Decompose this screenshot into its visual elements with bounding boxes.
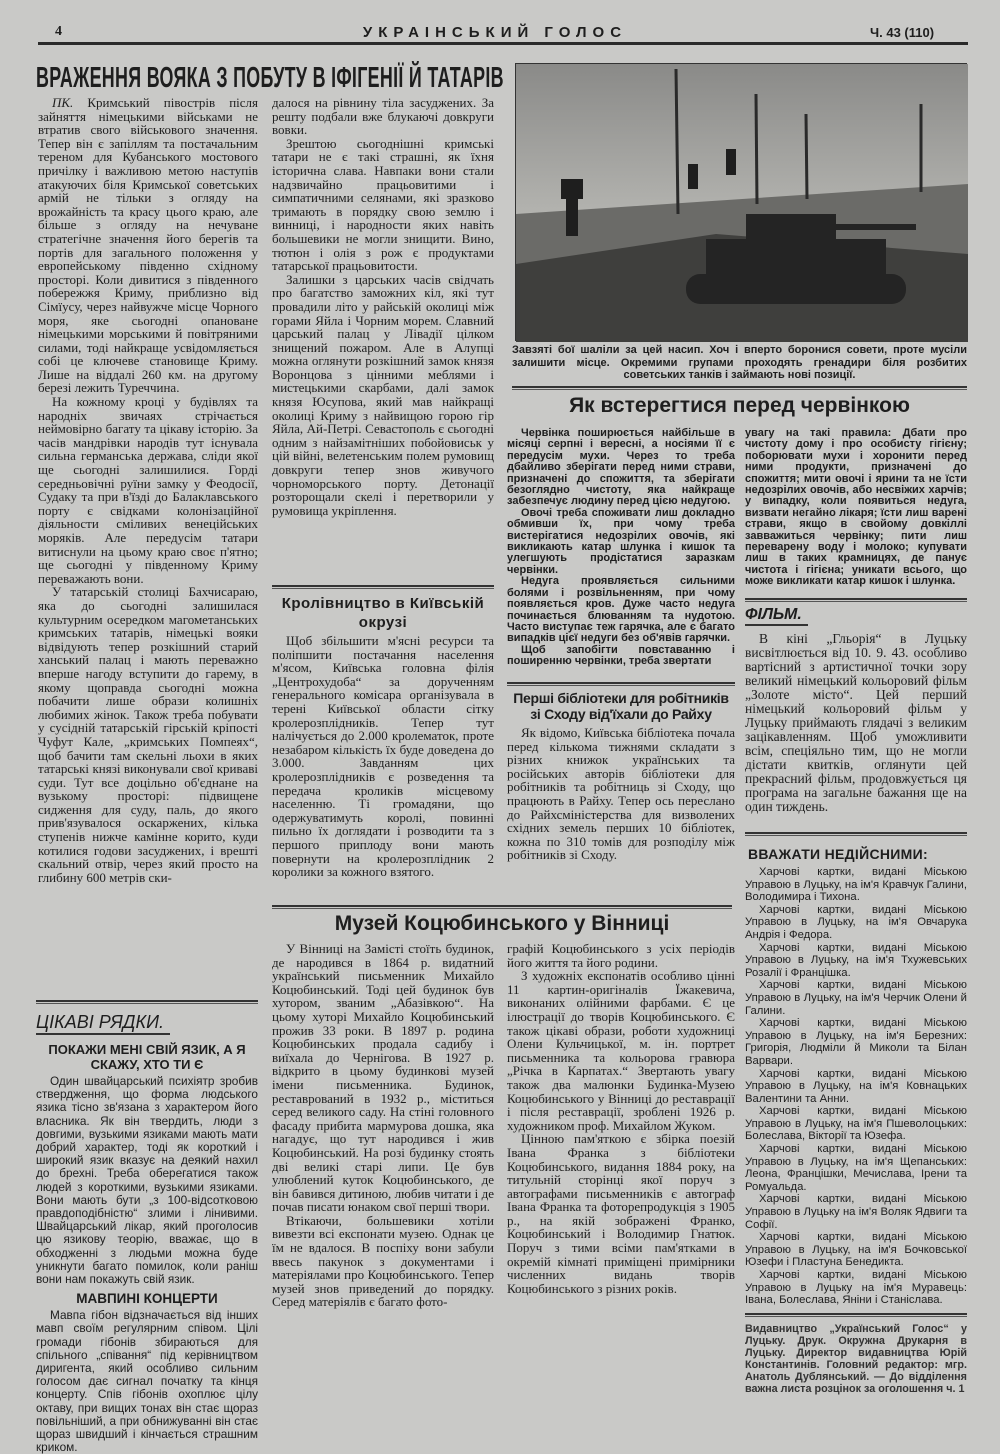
crimea-paragraph: На кожному кроці у будівлях та народніх звичаях стрічається неймовірно багату та цікаву історію. За часів мандрівки народів тут існувала сильна германська держава, сліди якої ще сьогодні залишилися. Горді середньовічні руїни замку у Феодосії, Судаку та при в'їзді до Балаклавського порту є свідками колонізаційної діяльности сміливих венеційських моряків. Але передусім татари витиснули на цьому краю своє п'ятно; ще сьогодні у південному Криму переважають вони.: [38, 394, 258, 586]
invalid-card-item: Харчові картки, видані Міською Управою в Луцьку, на ім'я Пшеволоцьких: Болеслава, Вікторії та Юзефа.: [745, 1105, 967, 1143]
invalid-cards-block: [745, 845, 967, 1395]
museum-paragraph: У Вінниці на Замісті стоїть будинок, де народився в 1864 р. видатний український письменник Михайло Коцюбинський. Тоді цей будинок був хутором, званим „Абазівкою“. На цьому хуторі Михайло Коцюбинський прожив 33 роки. В 1897 р. родина Коцюбинських продала садибу і виїхала до Чернігова. В 1927 р. відкрито в цьому будинкові музей імени письменника. Будинок, реставрований в 1932 р., міститься серед великого саду. На стіні головного фасаду прибита мармурова дошка, яка нагадує, що тут народився і жив Коцюбинський. На розі будинку стоять дві великі старі липи. Це був улюблений куток Коцюбинського, де він бавився дитиною, любив читати і де почав писати юнаком свої перші твори.: [272, 941, 494, 1215]
curious-item-text: Один швайцарський психіятр зробив ствердження, що форма людського язика тісно зв'язана з характером його власника. Як він твердить, люди з довгими, вузькими язиками мають мати добрий характер, тоді як короткий і широкий язик вказує на деякий нахил до брехні. Треба оберегатися також людей з короткими, вузькими язиками. Вони мають бути „з 100-відсотковою правдоподібністю“ злими і лінивими. Швайцарський лікар, який проголосив цю язикову теорію, вважає, що в обходженні з людьми можна буде уникнути багато помилок, коли раніш вони нам покажуть свій язик.: [36, 1074, 258, 1287]
curious-item-text: Мавпа гібон відзначається від інших мавп своїм регулярним співом. Цілі громади гібонів збираються для спільного „співання“ під керівництвом диригента, який особливо сильним голосом дає сигнал початку та кінця концерту. Спів гібонів охоплює цілу октаву, при вищих тонах він стає щораз повільніший, а при обнижуванні він стає щораз швидший і кінчається страшним криком.: [36, 1308, 258, 1454]
divider: [272, 585, 494, 589]
invalid-card-item: Харчові картки, видані Міською Управою в Луцьку на ім'я Муравець: Івана, Болеслава, Яніни і Станіслава.: [745, 1269, 967, 1307]
dysentery-col1: [507, 428, 735, 680]
invalid-card-item: Харчові картки, видані Міською Управою в Луцьку, на ім'я Ковнацьких Валентини та Анни.: [745, 1067, 967, 1105]
crimea-col2: [272, 96, 494, 566]
dysentery-title: Як встерегтися перед червінкою: [569, 393, 910, 417]
dysentery-col2: [745, 428, 967, 596]
invalid-card-item: Харчові картки, видані Міською Управою в Луцьку, на ім'я Черчик Олени й Галини.: [745, 979, 967, 1017]
divider: [745, 832, 967, 836]
invalid-card-item: Харчові картки, видані Міською Управою в Луцьку, на ім'я Бочковської Юзефи і Пластуна Бенедикта.: [745, 1231, 967, 1269]
header-rule: [38, 42, 968, 45]
dysentery-paragraph: Червінка поширюється найбільше в місяці серпні і вересні, а носіями її є передусім мухи. Через то треба дбайливо зберігати перед ними страви, призначені до спожиття, та зберігати безоглядно чистоту, яка найкраще забезпечує людину перед цією недугою.: [507, 427, 735, 508]
divider: [272, 905, 732, 909]
museum-paragraph: Цінною пам'яткою є збірка поезій Івана Франка з бібліотеки Коцюбинського, видання 1884 року, на титульній сторінці якої поруч з автографами письменників є автограф Івана Франка та фоторепродукція з 1905 р., на якій зображені Франко, Коцюбинський і Володимир Гнатюк. Поруч з тими всіми пам'ятками в окремій кімнаті приміщені примірники численних видань творів Коцюбинського з різних років.: [507, 1131, 735, 1296]
museum-paragraph: Втікаючи, большевики хотіли вивезти всі експонати музею. Однак це їм не вдалося. В поспіху вони забули ввесь пакунок з документами і матеріялами про Коцюбинського. Тепер музей знов приведений до порядку. Серед матеріялів є багато фото-: [272, 1212, 494, 1310]
crimea-paragraph: далося на рівнину тіла засуджених. За решту подбали вже блукаючі довкруги вовки.: [272, 95, 494, 138]
crimea-paragraph: Залишки з царських часів свідчать про багатство заможних кіл, які тут провадили літо у райській околиці між горами Яйла і Чорним морем. Славний царський палац у Лівадії цілком знищений пожаром. Але в Алупці можна оглянути розкішний замок князя Воронцова з цінними меблями і мистецькими скарбами, далі замок князя Юсупова, який мав найкращі околиці Криму з найвищою горою гір Яйла, Ай-Петрі. Севастополь є сьогодні одним з найзамітніших побойовиськ у цій війні, велетенським полем румовищ довкруги тепер знов живучого чорноморського порту. Детонації розторощали скелі і перетворили у румовища укріплення.: [272, 271, 494, 518]
battlefield-photo-illustration: [516, 64, 968, 342]
libraries-text: [507, 726, 735, 862]
curious-section-header: [36, 1012, 170, 1035]
crimea-lead: ПК.: [52, 95, 74, 110]
rabbits-text: [272, 634, 494, 904]
invalid-card-item: Харчові картки, видані Міською Управою в Луцьку, на ім'я Тхужевських Розалії і Францішка.: [745, 941, 967, 979]
museum-paragraph: графій Коцюбинського з усіх періодів його життя та його родини.: [507, 941, 735, 970]
page-number: 4: [55, 24, 62, 39]
crimea-col1: [38, 96, 258, 994]
crimea-paragraph: Кримський півострів після зайняття німецькими військами не втратив свого військового значення. Тепер він є запіллям та постачальним тереном для Кубанського мостового причілку і важливою метою наступів атакуючих біля Кримської советських армій не тільки з огляду на врожайність та красу цього краю, але більше з огляду на нечуване стратегічне значення його берегів та портів для загального положення у европейському південно східному просторі. Коли дивитися з південного побережжя Криму, приблизно від Сімїусу, через найвужче місце Чорного моря, яке сьогодні опановане німецькими морськими й повітряними силами, тоді найкраще усвідомляється собі це ключеве становище Криму. Лише на віддалі 260 км. на другому березі лежить Туреччина.: [38, 95, 258, 396]
museum-paragraph: З художніх експонатів особливо цінні 11 картин-оригіналів Їжакевича, виконаних олійними фарбами. Є це ілюстрації до творів Коцюбинського. Є також цікаві образи, роботи художниці Олени Кульчицької, м. ін. портрет письменника та кольорова гравюра „Річка в Карпатах.“ Звертають увагу також два малюнки Будинка-Музею Коцюбинського у Вінниці до реставрації і після реставрації, зроблені 1926 р. художником проф. Михайлом Жуком.: [507, 968, 735, 1133]
dysentery-paragraph: Недуга проявляється сильними болями і розвільненням, при чому появляється кров. Дуже часто недуга починається блюванням та нудотою. Часто виступає теж гарячка, але є багато випадків цієї недуги без об'явів гарячки.: [507, 575, 735, 645]
photo-caption: Завзяті бої шаліли за цей насип. Хоч і вперто боронися совети, проте мусіли залишити місце. Окремими групами проходять гренадири біля розбитих советських танків і займають нові позиції.: [512, 344, 967, 382]
film-section-header: [745, 606, 808, 626]
divider: [36, 1000, 258, 1004]
dysentery-paragraph: увагу на такі правила: Дбати про чистоту дому і про особисту гігієну; поборювати мухи і хоронити перед ними продукти, призначені до спожиття; мити овочі і ярини та не їсти недозрілих овочів, або несвіжих харчів; у випадку, коли появиться недуга, визвати негайно лікаря; їсти лиш варені страви, якщо в свойому довкіллі завважиться червінку; пити лиш переварену воду і молоко; купувати лиш в таких крамницях, де панує чистота і гігієна; уникати всього, що може викликати катар кишок і шлунка.: [745, 427, 967, 588]
invalid-cards-title: ВВАЖАТИ НЕДІЙСНИМИ:: [748, 846, 928, 862]
rabbits-paragraph: Щоб збільшити м'ясні ресурси та поліпшити постачання населення м'ясом, Київська головна філія „Центрохудоба“ за дорученням генерального комісара організувала в терені Київської области сітку кролерозплідників. Тепер тут налічується до 2.000 кролематок, проте незабаром кількість їх буде доведена до 3.000. Завданням цих кролерозплідників є розведення та передача кроликів місцевому населенню. Ті громадяни, що одержуватимуть королі, повинні пильно їх доглядати і розводити та з першого приплоду вони мають повернути на кролерозплідник 2 королики за кожного взятого.: [272, 633, 494, 880]
crimea-paragraph: Зрештою сьогоднішні кримські татари не є такі страшні, як їхня історична слава. Навпаки вони стали надзвичайно працьовитими і симпатичними селянами, які зразково тримають в порядку свою землю і винниці, і народности яких навіть большевики не могли знищити. Вино, тютюн і олія з рож є продуктами татарської працьовитости.: [272, 135, 494, 274]
film-paragraph: В кіні „Гльорія“ в Луцьку висвітлюється від 10. 9. 43. особливо вартісний з артистичної точки зору великий німецький кольоровий фільм „Золоте місто“. Цей перший німецький кольоровий фільм у Луцьку приймають глядачі з великим зацікавленням. Щоб уможливити всім, спеціяльно тим, що не могли дістати квитків, оглянути цей прекрасний фільм, продовжується ця програма на загальне бажання ще на один тиждень.: [745, 631, 967, 814]
curious-item-title: ПОКАЖИ МЕНІ СВІЙ ЯЗИК, А Я СКАЖУ, ХТО ТИ Є: [48, 1042, 246, 1072]
crimea-headline: ВРАЖЕННЯ ВОЯКА З ПОБУТУ В ІФІГЕНІЇ Й ТАТАРІВ: [36, 62, 504, 94]
issue-number: Ч. 43 (110): [870, 25, 935, 40]
divider: [745, 1313, 967, 1317]
divider: [745, 598, 967, 602]
crimea-paragraph: У татарській столиці Бахчисараю, яка до сьогодні залишилася культурним осередком магометанських кримських татарів, німецькі вояки відвідують тепер розкішний старий ханський палац і мають переважно вперше нагоду вступити до гарему, в якому щоправда сьогодні можна побачити лише образи колишніх любимих жінок. Також треба побувати у сусідній татарській гірській кріпості Чуфут Кале, „кримських Помпеях“, щоб бачити там скельні льохи в яких татарські князі виконували свої криваві суди. Тут все доцільно об'єднане на вузькому просторі: підвищене сидження для суду, паль, до якого прив'язувалося оскаржених, кілька ступенів нижче камінне корито, куди котилися годови засуджених, і врешті скальний отвір, через який просто на глибину 600 метрів ски-: [38, 584, 258, 885]
curious-column: [36, 1038, 258, 1454]
news-photo: [515, 63, 967, 341]
invalid-card-item: Харчові картки, видані Міською Управою в Луцьку на ім'я Воляк Ядвиги та Софії.: [745, 1193, 967, 1231]
divider: [512, 386, 967, 390]
curious-item-title: МАВПИНІ КОНЦЕРТИ: [76, 1291, 218, 1307]
divider: [507, 682, 735, 686]
libraries-block: [507, 682, 735, 902]
film-section-title: ФІЛЬМ.: [745, 606, 808, 626]
invalid-card-item: Харчові картки, видані Міською Управою в Луцьку, на ім'я Березних: Григорія, Людміли й Миколи та Білан Варвари.: [745, 1017, 967, 1067]
museum-col2: [507, 942, 735, 1402]
newspaper-title: УКРАІНСЬКИЙ ГОЛОС: [362, 24, 628, 41]
curious-section-title: ЦІКАВІ РЯДКИ.: [36, 1012, 170, 1035]
dysentery-paragraph: Овочі треба споживати лиш докладно обмивши їх, при чому треба вистерігатися недозрілих овочів, які викликають катар шлунка і кишок та улегшують продістатися заразкам червінки.: [507, 506, 735, 576]
dysentery-paragraph: Щоб запобігти повставанню і поширенню червінки, треба звертати: [507, 643, 735, 668]
libraries-title: Перші бібліотеки для робітників зі Сходу від'їхали до Райху: [513, 690, 729, 722]
caption-and-title-block: [512, 344, 967, 418]
invalid-card-item: Харчові картки, видані Міською Управою в Луцьку, на ім'я Щепанських: Леона, Францішки, Мечислава, Ірени та Ромуальда.: [745, 1143, 967, 1193]
rabbits-title: Кролівництво в Київській окрузі: [281, 595, 485, 631]
invalid-cards-list: [745, 866, 967, 1307]
museum-col1: [272, 942, 494, 1402]
film-text: [745, 632, 967, 827]
invalid-card-item: Харчові картки, видані Міською Управою в Луцьку, на ім'я Овчарука Андрія і Федора.: [745, 903, 967, 941]
invalid-card-item: Харчові картки, видані Міською Управою в Луцьку, на ім'я Кравчук Галини, Володимира і Тихона.: [745, 866, 967, 904]
museum-title: Музей Коцюбинського у Вінниці: [334, 912, 670, 935]
publisher-imprint: Видавництво „Український Голос“ у Луцьку. Друк. Окружна Друкарня в Луцьку. Директор видавництва Юрій Константинів. Головний редактор: мгр. Анатоль Дублянський. — До відділення важна листа розцінок за оголошення ч. 1: [745, 1322, 967, 1395]
libraries-paragraph: Як відомо, Київська бібліотека почала перед кількома тижнями складати з різних книжок українських та російських авторів бібліотеки для робітників та робітниць зі Сходу, що працюють в Райху. Тепер ось переслано до Райхсміністерства для визволених східних земель перших 10 бібліотек, кожна по 310 томів для розподілу між робітників зі Сходу.: [507, 725, 735, 863]
